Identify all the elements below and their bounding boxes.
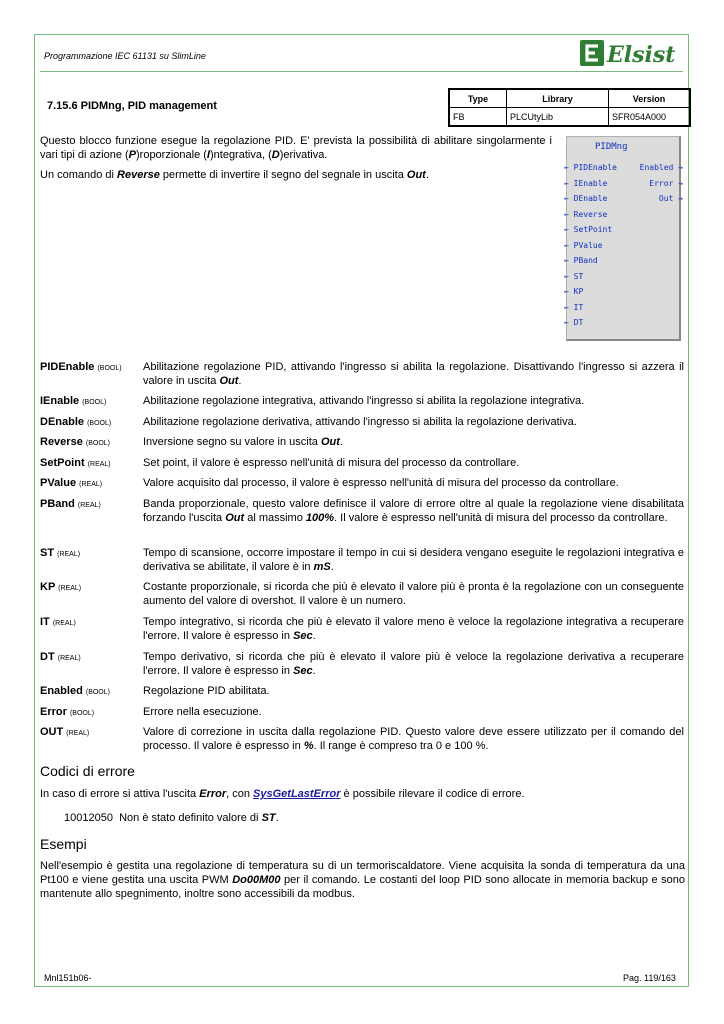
pin-input: ← KP [564,287,584,296]
errors-text: In caso di errore si attiva l'uscita Error, con SysGetLastError è possibile rilevare il codice di errore. [40,788,525,800]
elsist-logo [579,38,679,68]
info-value-library: PLCUtyLib [507,108,609,127]
pin-input: ← DT [564,318,584,327]
error-code-entry: 10012050 Non è stato definito valore di ST. [64,812,279,824]
pin-input: ← DEnable [564,194,608,203]
examples-text: Nell'esempio è gestita una regolazione di temperatura su di un termoriscaldatore. Viene acquisita la sonda di temperatura da una Pt100 e viene gestita una uscita PWM Do00M00 per il comando. Le costanti del loop PID sono allocate in memoria backup e sono mantenute allo spegnimento, inoltre sono accessibili da modbus. [40,860,685,900]
pin-input: ← IT [564,303,584,312]
header-divider [40,71,683,72]
examples-heading: Esempi [40,836,87,852]
pin-input: ← PValue [564,241,603,250]
function-block-diagram [566,136,681,341]
pin-input: ← PBand [564,256,598,265]
intro-paragraph-1: Questo blocco funzione esegue la regolazione PID. E' prevista la possibilità di abilitare singolarmente i vari tipi di azione (P)roporzionale (I)ntegrativa, (D)erivativa. [40,135,552,161]
errors-heading: Codici di errore [40,763,135,779]
info-table [448,88,691,127]
pin-output: Out → [658,194,683,203]
pin-input: ← Reverse [564,210,608,219]
pin-input: ← ST [564,272,584,281]
pin-input: ← PIDEnable [564,163,617,172]
section-title: 7.15.6 PIDMng, PID management [47,100,217,112]
footer-page-number: Pag. 119/163 [623,973,676,983]
info-value-version: SFR054A000 [609,108,691,127]
doc-title: Programmazione IEC 61131 su SlimLine [44,51,206,61]
pin-output: Enabled → [639,163,683,172]
info-value-type: FB [449,108,507,127]
pin-output: Error → [649,179,683,188]
pin-input: ← SetPoint [564,225,613,234]
block-title: PIDMng [595,142,628,152]
info-header-version: Version [609,89,691,108]
sysgetlasterror-link[interactable]: SysGetLastError [253,788,341,800]
error-code: 10012050 [64,812,113,824]
footer-doc-code: Mnl151b06- [44,973,92,983]
info-header-library: Library [507,89,609,108]
pin-input: ← IEnable [564,179,608,188]
logo-wordmark: Elsist [607,42,676,68]
info-header-type: Type [449,89,507,108]
intro-paragraph-2: Un comando di Reverse permette di invertire il segno del segnale in uscita Out. [40,169,429,181]
